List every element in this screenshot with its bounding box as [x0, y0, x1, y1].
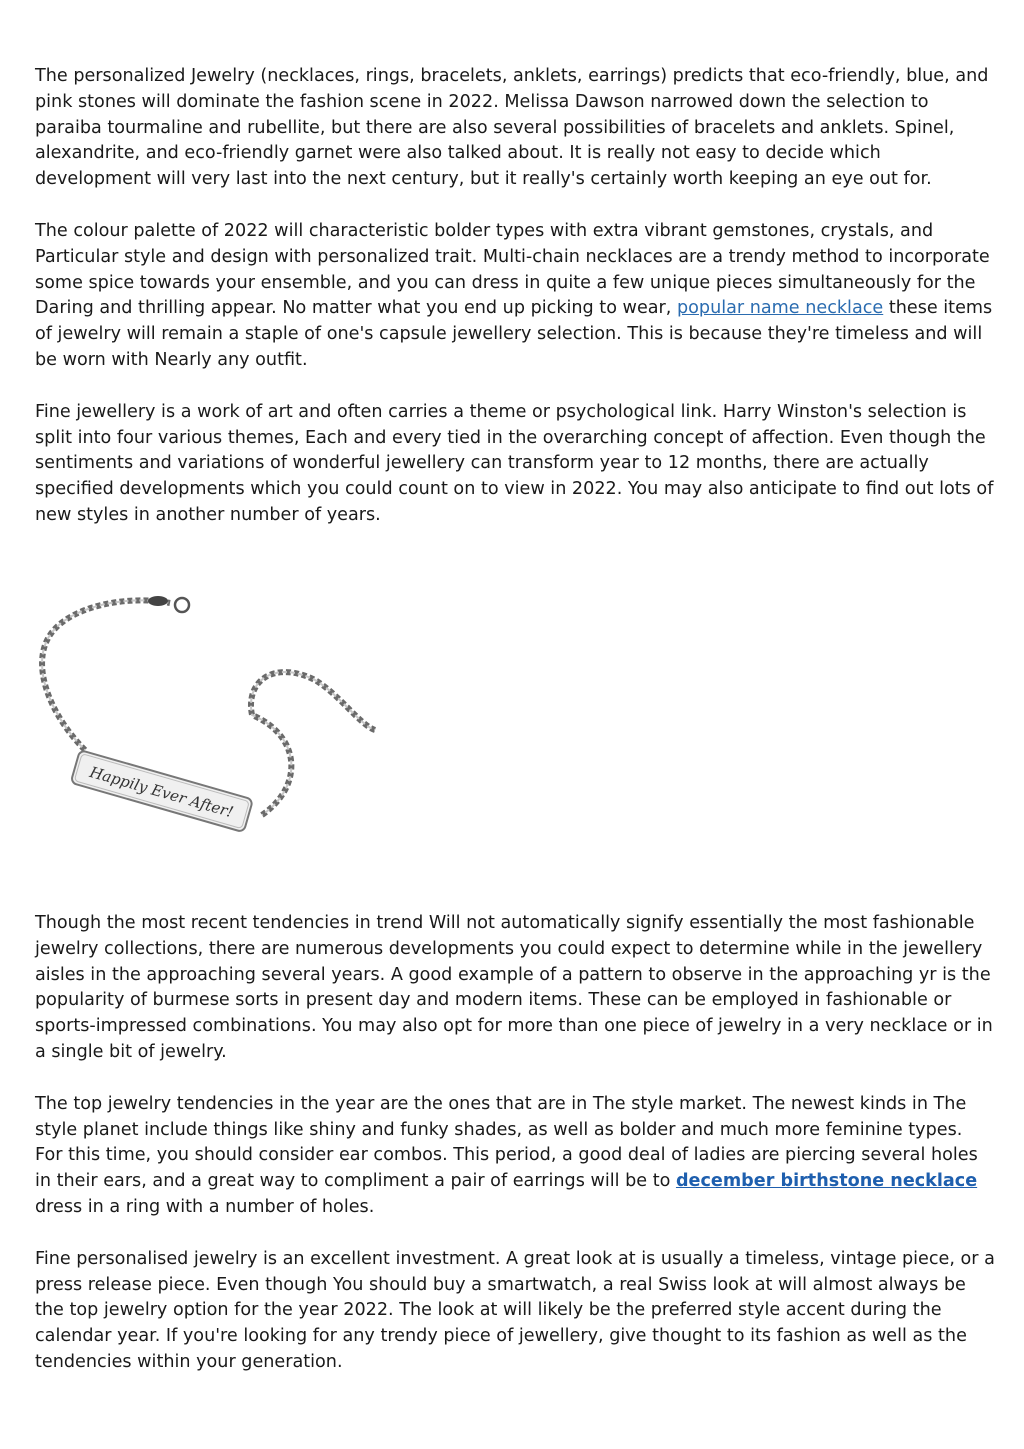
paragraph-3: Fine jewellery is a work of art and often carries a theme or psychological link. Harry Winston's selection is split into four various themes, Each and every tied in the overarching concept of affection. Even though the sentiments and variations of wonderful jewellery can transform year to 12 months, there are actually specified developments which you could count on to view in 2022. You may also anticipate to find out lots of new styles in another number of years.: [35, 401, 994, 525]
bracelet-image: [30, 585, 390, 835]
paragraph-4: Though the most recent tendencies in trend Will not automatically signify essentially the most fashionable jewelry collections, there are numerous developments you could expect to determine while in the jewellery aisles in the approaching several years. A good example of a pattern to observe in the approaching yr is the popularity of burmese sorts in present day and modern items. These can be employed in fashionable or sports-impressed combinations. You may also opt for more than one piece of jewelry in a very necklace or in a single bit of jewelry.: [35, 913, 993, 1062]
paragraph-2-before: The colour palette of 2022 will characteristic bolder types with extra vibrant gemstones, crystals, and Particular style and design with personalized trait. Multi-chain necklaces are a trendy method to incorporate some spice towards your ensemble, and you can dress in quite a few unique pieces simultaneously for the Daring and thrilling appear. No matter what you end up picking to wear,: [35, 220, 990, 319]
clasp-ring: [175, 598, 189, 612]
paragraph-2: [35, 219, 995, 374]
popular-name-necklace-link[interactable]: popular name necklace: [676, 298, 884, 319]
right-chain: [251, 672, 375, 815]
paragraph-6: Fine personalised jewelry is an excellent investment. A great look at is usually a timeless, vintage piece, or a press release piece. Even though You should buy a smartwatch, a real Swiss look at will almost always be the top jewelry option for the year 2022. The look at will likely be the preferred style accent during the calendar year. If you're looking for any trendy piece of jewellery, give thought to its fashion as well as the tendencies within your generation.: [35, 1248, 995, 1372]
paragraph-5: [35, 1092, 995, 1221]
name-bar: [71, 750, 253, 832]
paragraph-5-before: The top jewelry tendencies in the year are the ones that are in The style market. The newest kinds in The style planet include things like shiny and funky shades, as well as bolder and much more feminine types. For this time, you should consider ear combos. This period, a good deal of ladies are piercing several holes in their ears, and a great way to compliment a pair of earrings will be to: [35, 1093, 978, 1192]
paragraph-5-after: dress in a ring with a number of holes.: [35, 1196, 375, 1217]
december-birthstone-necklace-link[interactable]: december birthstone necklace: [675, 1171, 978, 1192]
engraving-text: Happily Ever After!: [87, 762, 236, 822]
bracelet-illustration: [30, 585, 390, 835]
article-bottom: [35, 911, 995, 1402]
paragraph-1: The personalized Jewelry (necklaces, rings, bracelets, anklets, earrings) predicts that eco-friendly, blue, and pink stones will dominate the fashion scene in 2022. Melissa Dawson narrowed down the selection to paraiba tourmaline and rubellite, but there are also several possibilities of bracelets and anklets. Spinel, alexandrite, and eco-friendly garnet were also talked about. It is really not easy to decide which development will very last into the next century, but it really's certainly worth keeping an eye out for.: [35, 66, 989, 190]
paragraph-2-after: these items of jewelry will remain a staple of one's capsule jewellery selection. This is because they're timeless and will be worn with Nearly any outfit.: [35, 298, 993, 370]
clasp-bead: [148, 596, 168, 606]
left-chain: [42, 600, 170, 750]
article-top: [35, 64, 995, 555]
